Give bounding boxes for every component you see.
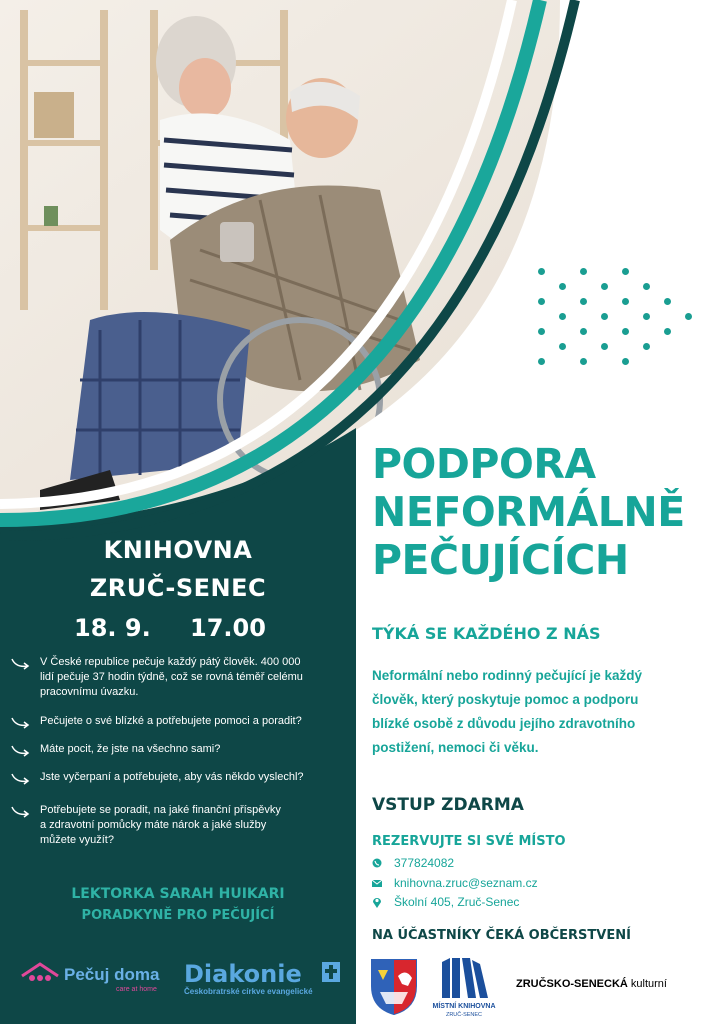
- decorative-dot: [538, 298, 545, 305]
- email-icon: [372, 877, 382, 889]
- decorative-dot: [643, 313, 650, 320]
- street-address: Školní 405, Zruč-Senec: [394, 895, 520, 909]
- title-line: NEFORMÁLNĚ: [372, 488, 685, 536]
- pecuj-sub: care at home: [116, 986, 157, 993]
- decorative-dot: [559, 313, 566, 320]
- title-line: PEČUJÍCÍCH: [372, 536, 629, 584]
- main-title: [372, 440, 685, 584]
- tagline: TÝKÁ SE KAŽDÉHO Z NÁS: [372, 624, 601, 643]
- venue-name: KNIHOVNA: [103, 536, 253, 564]
- pecuj-name: Pečuj doma: [64, 965, 160, 984]
- event-time: 17.00: [190, 614, 266, 642]
- phone-icon: [372, 857, 382, 869]
- description-line: člověk, který poskytuje pomoc a podporu: [372, 692, 639, 707]
- diakonie-name: Diakonie: [184, 960, 302, 988]
- zrucsko-senecka-kulturni-logo: [516, 978, 667, 990]
- library-logo: [428, 954, 500, 1018]
- title-line: PODPORA: [372, 440, 596, 488]
- bullet-line: V České republice pečuje každý pátý člověk. 400 000: [40, 656, 301, 668]
- decorative-dot: [580, 298, 587, 305]
- description-line: Neformální nebo rodinný pečující je každý: [372, 668, 643, 683]
- bullet-line: Jste vyčerpaní a potřebujete, aby vás někdo vyslechl?: [40, 771, 304, 783]
- decorative-dot: [664, 328, 671, 335]
- pecuj-doma-logo: [20, 958, 170, 998]
- location-icon: [372, 896, 382, 908]
- decorative-dot: [622, 268, 629, 275]
- lecturer-role: PORADKYNĚ PRO PEČUJÍCÍ: [81, 908, 275, 923]
- reserve-heading: REZERVUJTE SI SVÉ MÍSTO: [372, 834, 566, 849]
- phone-number: 377824082: [394, 856, 455, 870]
- bullet-line: lidí pečuje 37 hodin týdně, což se rovná téměř celému: [40, 671, 303, 683]
- decorative-dot: [643, 343, 650, 350]
- decorative-dot: [538, 268, 545, 275]
- library-sub: ZRUČ-SENEC: [445, 1012, 483, 1018]
- bullet-line: Máte pocit, že jste na všechno sami?: [40, 743, 221, 755]
- curved-arrow-icon: [10, 744, 32, 758]
- diakonie-sub: Českobratrské církve evangelické: [184, 987, 313, 996]
- decorative-dot: [601, 283, 608, 290]
- curved-arrow-icon: [10, 716, 32, 730]
- bullet-line: a zdravotní pomůcky máte nárok a jaké služby: [40, 819, 267, 831]
- venue-town: ZRUČ-SENEC: [89, 574, 267, 602]
- bullet-line: Potřebujete se poradit, na jaké finanční příspěvky: [40, 804, 281, 816]
- decorative-dot: [580, 328, 587, 335]
- decorative-dot: [601, 313, 608, 320]
- curved-arrow-icon: [10, 805, 32, 819]
- bullet-line: pracovnímu úvazku.: [40, 686, 139, 698]
- free-admission: VSTUP ZDARMA: [372, 795, 524, 815]
- library-name: MÍSTNÍ KNIHOVNA: [432, 1003, 496, 1010]
- coat-of-arms-logo: [368, 956, 420, 1016]
- decorative-dot: [643, 283, 650, 290]
- decorative-dot: [559, 283, 566, 290]
- decorative-dot: [580, 268, 587, 275]
- description-line: blízké osobě z důvodu jejího zdravotního: [372, 716, 636, 731]
- decorative-dot: [559, 343, 566, 350]
- decorative-dot: [685, 313, 692, 320]
- decorative-dot: [580, 358, 587, 365]
- email-address: knihovna.zruc@seznam.cz: [394, 876, 538, 890]
- event-date: 18. 9.: [74, 614, 151, 642]
- decorative-dot: [622, 298, 629, 305]
- decorative-dot: [664, 298, 671, 305]
- refreshments-note: NA ÚČASTNÍKY ČEKÁ OBČERSTVENÍ: [372, 928, 631, 943]
- description-line: postižení, nemoci či věku.: [372, 740, 539, 755]
- decorative-dot: [538, 358, 545, 365]
- decorative-dot: [538, 328, 545, 335]
- lecturer-name: LEKTORKA SARAH HUIKARI: [71, 886, 285, 902]
- decorative-dot: [622, 328, 629, 335]
- bullet-line: můžete využít?: [40, 834, 114, 846]
- decorative-dot: [601, 343, 608, 350]
- zruc-light: kulturní: [630, 978, 667, 990]
- bullet-line: Pečujete o své blízké a potřebujete pomoci a poradit?: [40, 715, 302, 727]
- curved-arrow-icon: [10, 657, 32, 671]
- diakonie-logo: [184, 956, 344, 1000]
- zruc-bold: ZRUČSKO-SENECKÁ: [516, 978, 628, 990]
- description: [372, 664, 712, 760]
- curved-arrow-icon: [10, 772, 32, 786]
- decorative-dot: [622, 358, 629, 365]
